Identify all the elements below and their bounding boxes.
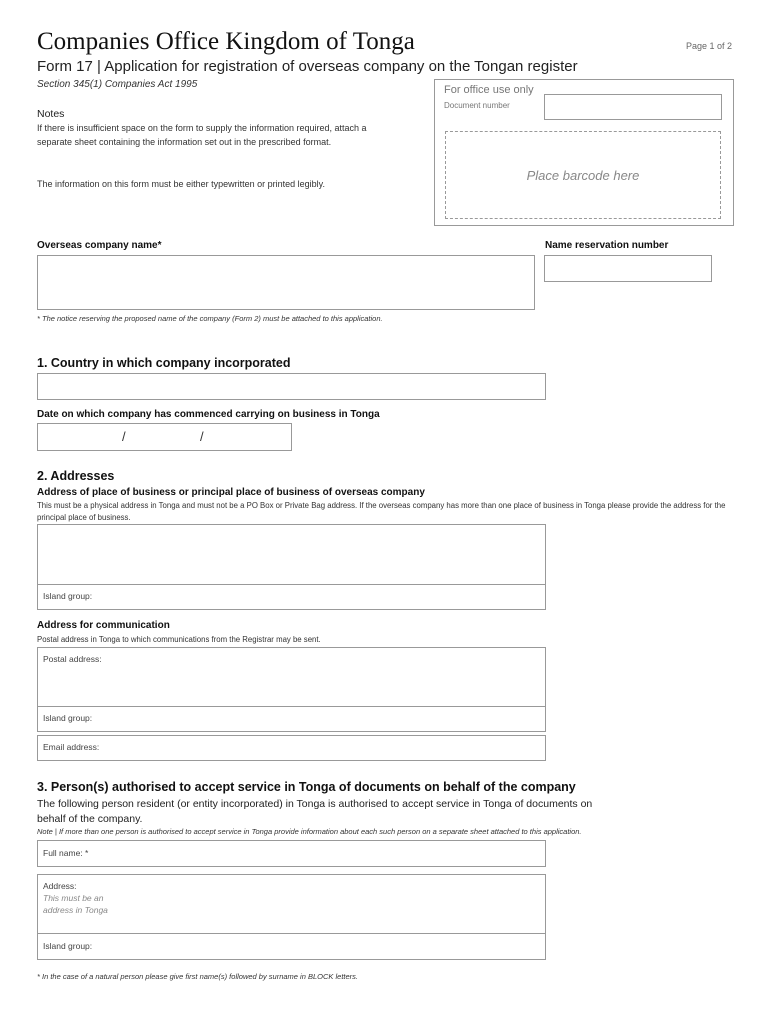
communication-address-note: Postal address in Tonga to which communications from the Registrar may be sent. [37,635,321,644]
communication-island-group-field[interactable] [37,706,546,732]
business-island-group-label: Island group: [43,591,93,601]
footnote: * In the case of a natural person please give first name(s) followed by surname in BLOCK letters. [37,972,358,981]
company-name-label: Overseas company name* [37,240,162,251]
service-address-field[interactable] [37,874,546,934]
service-island-group-label: Island group: [43,941,93,951]
company-name-field[interactable] [37,255,535,310]
date-separator-2: / [200,429,204,444]
form-subtitle: Form 17 | Application for registration of overseas company on the Tongan register [37,58,578,75]
office-use-heading: For office use only [444,84,534,96]
business-island-group-field[interactable] [37,584,546,610]
email-address-field[interactable] [37,735,546,761]
page-title: Companies Office Kingdom of Tonga [37,28,415,55]
communication-address-label: Address for communication [37,620,170,631]
postal-address-label: Postal address: [43,654,102,664]
reservation-number-field[interactable] [544,255,712,282]
business-address-field[interactable] [37,524,546,585]
date-separator-1: / [122,429,126,444]
communication-island-group-label: Island group: [43,713,93,723]
full-name-field[interactable] [37,840,546,867]
business-address-label: Address of place of business or principal place of business of overseas company [37,487,425,498]
notes-paragraph-2: The information on this form must be either typewritten or printed legibly. [37,179,325,189]
company-name-note: * The notice reserving the proposed name of the company (Form 2) must be attached to this application. [37,314,383,323]
commence-date-label: Date on which company has commenced carrying on business in Tonga [37,409,380,420]
service-island-group-field[interactable] [37,933,546,960]
email-address-label: Email address: [43,742,100,752]
postal-address-field[interactable] [37,647,546,707]
section-3-heading: 3. Person(s) authorised to accept service in Tonga of documents on behalf of the company [37,780,576,794]
service-address-label: Address: [43,881,77,891]
reservation-number-label: Name reservation number [545,240,669,251]
page-number: Page 1 of 2 [686,41,733,51]
section-2-heading: 2. Addresses [37,469,115,483]
document-number-label: Document number [444,101,510,110]
notes-heading: Notes [37,108,65,120]
section-3-note: Note | If more than one person is authorised to accept service in Tonga provide information about each such person on a separate sheet attached to this application. [37,827,582,836]
section-3-text: The following person resident (or entity incorporated) in Tonga is authorised to accept service in Tonga of documents on behalf of the company. [37,798,593,825]
country-field[interactable] [37,373,546,400]
barcode-area [445,131,721,219]
section-reference: Section 345(1) Companies Act 1995 [37,79,198,90]
barcode-placeholder: Place barcode here [526,167,640,183]
section-1-heading: 1. Country in which company incorporated [37,356,291,370]
business-address-note: This must be a physical address in Tonga and must not be a PO Box or Private Bag address. If the overseas company has more than one place of business in Tonga please provide the address for the principal place of business. [37,501,726,522]
commence-date-field[interactable] [37,423,292,451]
service-address-hint: This must be an address in Tonga [43,893,108,915]
full-name-label: Full name: * [43,848,89,858]
notes-paragraph-1: If there is insufficient space on the form to supply the information required, attach a separate sheet containing the information set out in the prescribed format. [37,123,367,147]
document-number-field[interactable] [544,94,722,120]
